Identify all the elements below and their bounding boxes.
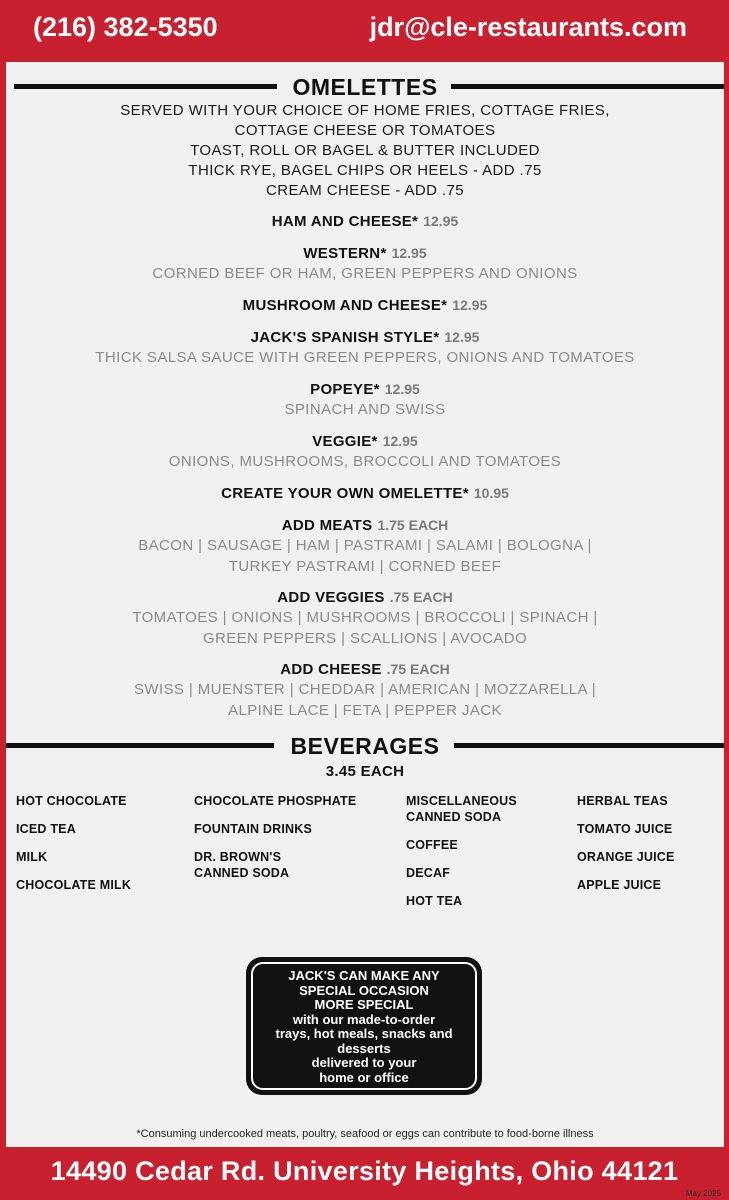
item-price: 12.95 [391, 245, 427, 261]
beverage-item: HERBAL TEAS [577, 794, 668, 808]
email-address[interactable]: jdr@cle-restaurants.com [369, 12, 687, 42]
item-description: CORNED BEEF OR HAM, GREEN PEPPERS AND ONIONS [152, 265, 578, 282]
intro-line: COTTAGE CHEESE OR TOMATOES [234, 122, 496, 139]
item-name: ADD MEATS [281, 517, 373, 534]
item-description: THICK SALSA SAUCE WITH GREEN PEPPERS, ONIONS AND TOMATOES [95, 349, 635, 366]
item-description: ALPINE LACE | FETA | PEPPER JACK [228, 702, 502, 719]
beverage-item: CHOCOLATE PHOSPHATE [194, 794, 357, 808]
beverage-item: MISCELLANEOUS CANNED SODA [406, 794, 517, 824]
item-description: SPINACH AND SWISS [284, 401, 446, 418]
promo-line: delivered to your [311, 1055, 417, 1070]
omelettes-heading [6, 74, 724, 100]
menu-item-ham-cheese [6, 213, 724, 231]
item-price: 12.95 [452, 297, 488, 313]
phone-number[interactable]: (216) 382-5350 [33, 12, 218, 42]
promo-line: desserts [337, 1040, 391, 1056]
beverages-heading [6, 733, 724, 759]
menu-item-western [6, 245, 724, 284]
item-description: TURKEY PASTRAMI | CORNED BEEF [228, 558, 502, 575]
item-price: 12.95 [384, 381, 420, 397]
restaurant-address: 14490 Cedar Rd. University Heights, Ohio 44121 [50, 1156, 679, 1186]
beverage-item: FOUNTAIN DRINKS [194, 822, 313, 836]
item-description: TOMATOES | ONIONS | MUSHROOMS | BROCCOLI | SPINACH | [132, 609, 598, 626]
menu-date: May 2025 [685, 1189, 721, 1198]
address-footer [0, 1147, 729, 1200]
food-safety-disclaimer: *Consuming undercooked meats, poultry, seafood or eggs can contribute to food-borne illness [136, 1128, 594, 1140]
item-price: 12.95 [382, 433, 418, 449]
beverages-price-note: 3.45 EACH [325, 763, 405, 780]
item-name: MUSHROOM AND CHEESE* [242, 297, 448, 314]
item-price: .75 EACH [386, 661, 450, 677]
beverage-item: DR. BROWN'S CANNED SODA [194, 850, 290, 880]
beverage-item: ICED TEA [16, 822, 76, 836]
beverages-title: BEVERAGES [290, 733, 440, 759]
promo-text [246, 969, 482, 1085]
intro-line: SERVED WITH YOUR CHOICE OF HOME FRIES, COTTAGE FRIES, [120, 102, 610, 119]
item-price: .75 EACH [389, 589, 453, 605]
intro-line: CREAM CHEESE - ADD .75 [265, 182, 464, 199]
promo-line: with our made-to-order [292, 1011, 436, 1027]
promo-line: JACK'S CAN MAKE ANY [288, 968, 440, 983]
item-price: 12.95 [444, 329, 480, 345]
menu-item-mushroom-cheese [6, 297, 724, 315]
omelettes-title: OMELETTES [292, 74, 438, 100]
contact-header [0, 0, 729, 62]
item-description: ONIONS, MUSHROOMS, BROCCOLI AND TOMATOES [168, 453, 562, 470]
beverage-item: CHOCOLATE MILK [16, 878, 132, 892]
item-price: 10.95 [473, 485, 509, 501]
item-price: 1.75 EACH [377, 517, 449, 533]
promo-line: home or office [319, 1069, 409, 1085]
item-name: ADD CHEESE [280, 661, 382, 678]
item-name: WESTERN* [303, 245, 387, 262]
intro-line: THICK RYE, BAGEL CHIPS OR HEELS - ADD .75 [188, 162, 542, 179]
beverage-item: APPLE JUICE [577, 878, 662, 892]
menu-item-spanish-style [6, 329, 724, 368]
catering-promo-box [246, 957, 482, 1095]
menu-item-add-cheese [6, 661, 724, 721]
menu-item-add-meats [6, 517, 724, 577]
menu-item-popeye [6, 381, 724, 420]
item-name: HAM AND CHEESE* [271, 213, 419, 230]
item-name: CREATE YOUR OWN OMELETTE* [221, 485, 469, 502]
intro-line: TOAST, ROLL OR BAGEL & BUTTER INCLUDED [190, 142, 540, 159]
beverage-item: HOT CHOCOLATE [16, 794, 127, 808]
item-description: SWISS | MUENSTER | CHEDDAR | AMERICAN | MOZZARELLA | [133, 681, 596, 698]
item-name: JACK'S SPANISH STYLE* [250, 329, 440, 346]
item-name: VEGGIE* [312, 433, 378, 450]
promo-line: SPECIAL OCCASION [299, 982, 429, 998]
item-price: 12.95 [423, 213, 459, 229]
beverage-item: MILK [16, 850, 48, 864]
beverage-item: TOMATO JUICE [577, 822, 673, 836]
item-description: GREEN PEPPERS | SCALLIONS | AVOCADO [202, 630, 528, 647]
menu-item-add-veggies [6, 589, 724, 649]
promo-line: trays, hot meals, snacks and [275, 1026, 453, 1041]
item-description: BACON | SAUSAGE | HAM | PASTRAMI | SALAMI | BOLOGNA | [138, 537, 592, 554]
promo-line: MORE SPECIAL [314, 997, 414, 1012]
beverage-item: DECAF [406, 866, 451, 880]
item-name: POPEYE* [310, 381, 380, 398]
menu-panel [6, 62, 724, 1147]
menu-item-veggie [6, 433, 724, 472]
beverage-item: ORANGE JUICE [577, 850, 675, 864]
beverage-item: COFFEE [406, 838, 458, 852]
item-name: ADD VEGGIES [277, 589, 385, 606]
menu-item-create-your-own [6, 485, 724, 503]
omelettes-intro [6, 101, 724, 201]
beverage-item: HOT TEA [406, 894, 463, 908]
